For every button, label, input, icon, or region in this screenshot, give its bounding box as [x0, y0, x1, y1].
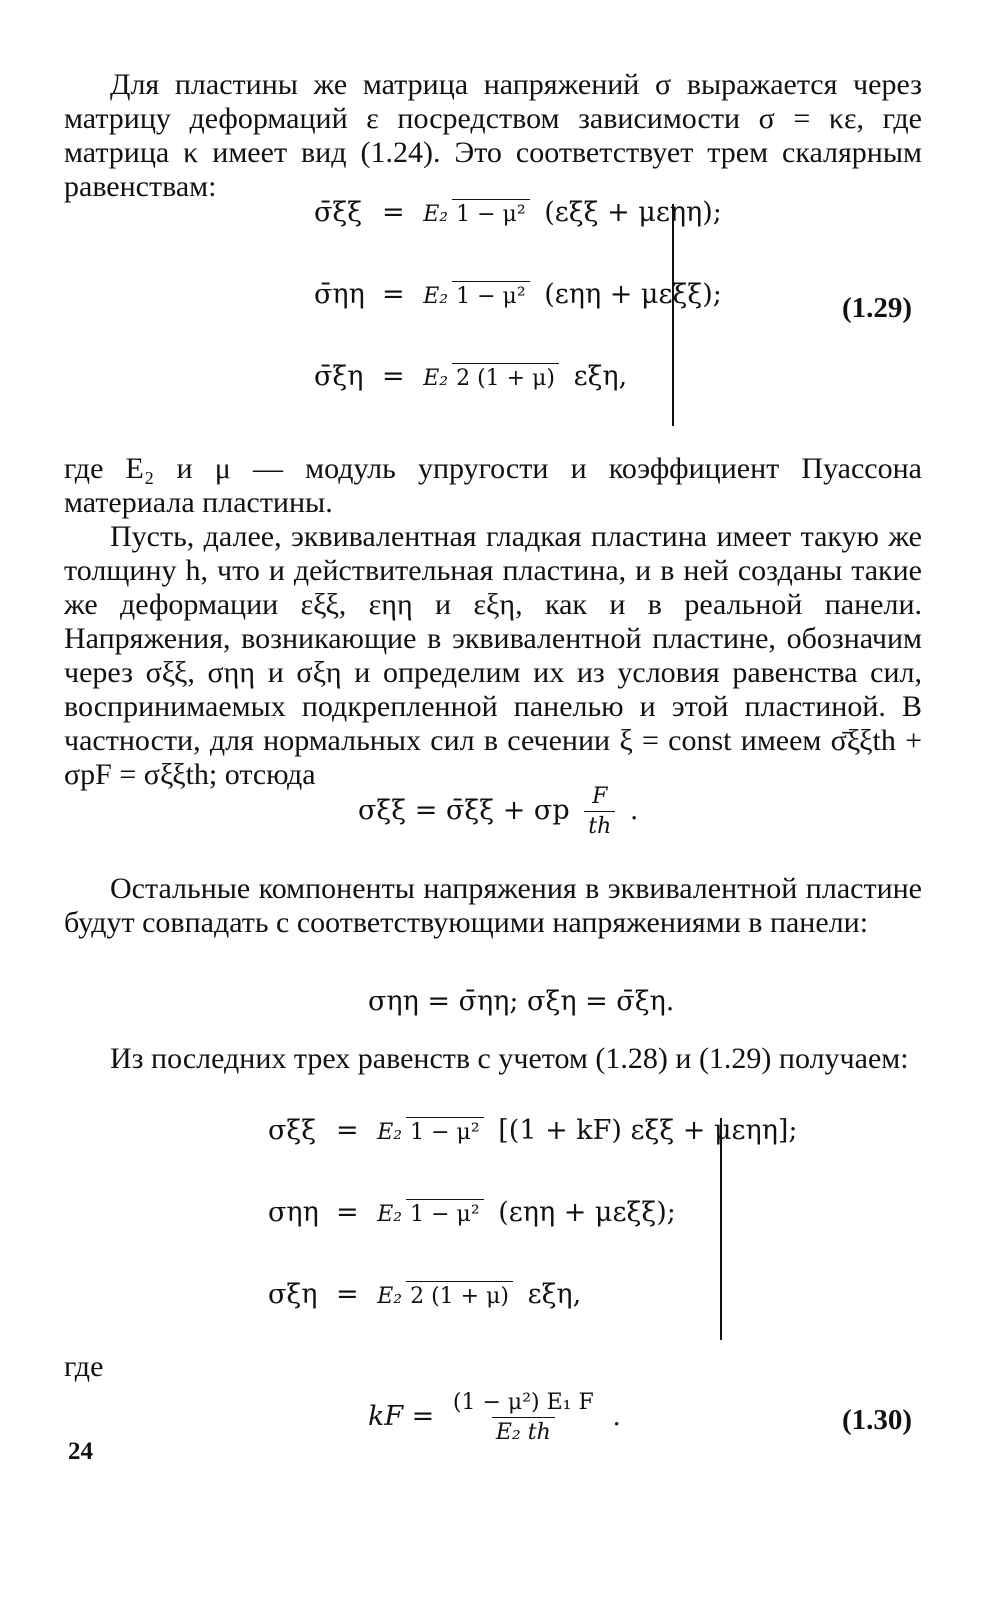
equation-sigma-xixi: σξξ = σ̄ξξ + σp $\frac{F}{th}$ .	[358, 784, 639, 839]
equation-number: (1.29)	[842, 292, 913, 324]
equation-rhs: εξη,	[527, 1279, 582, 1310]
fraction: $\frac{F}{th}$	[584, 784, 615, 839]
equation-line: σξη = E₂ 2 (1 + μ) εξη,	[268, 1279, 582, 1310]
paragraph-other-components: Остальные компоненты напряжения в эквивалентной пластине будут совпадать с соответствующими напряжениями в панели:	[64, 872, 922, 939]
equation-line: σ̄ηη = E₂ 1 − μ² (εηη + μεξξ);	[314, 279, 722, 310]
fraction: E₂ 1 − μ²	[373, 1197, 483, 1228]
equation-system-final	[268, 1114, 798, 1346]
equation-number: (1.30)	[842, 1404, 913, 1436]
equation-lhs: σ̄ηη	[314, 279, 365, 310]
paragraph-equivalent-plate: Пусть, далее, эквивалентная гладкая пластина имеет такую же толщину h, что и действительная пластина, и в ней созданы такие же деформации εξξ, εηη и εξη, как и в реальной панели. Напряжения, возникающие в эквивалентной пластине, обозначим через σξξ, σηη и σξη и определим их из условия равенства сил, воспринимаемых подкрепленной панелью и этой пластиной. В частности, для нормальных сил в сечении ξ = const имеем σ̄ξξth + σpF = σξξth; отсюда	[64, 520, 922, 791]
equation-line: σξξ = E₂ 1 − μ² [(1 + kF) εξξ + μεηη];	[268, 1115, 798, 1146]
equation-lhs: σ̄ξξ	[314, 197, 363, 228]
paragraph-definition: где E₂ и μ — модуль упругости и коэффициент Пуассона материала пластины.	[64, 452, 922, 519]
equation-system-1-29	[314, 196, 722, 428]
equation-line: σ̄ξη = E₂ 2 (1 + μ) εξη,	[314, 361, 628, 392]
fraction: E₂ 2 (1 + μ)	[373, 1279, 513, 1310]
equation-lhs: σ̄ξη	[314, 361, 364, 392]
paragraph-where: где	[64, 1350, 104, 1383]
right-brace	[708, 1118, 722, 1340]
equation-lhs: σξη	[268, 1279, 318, 1310]
page-number: 24	[68, 1438, 93, 1465]
fraction: E₂ 1 − μ²	[373, 1115, 483, 1146]
equation-rhs: (εηη + μεξξ);	[544, 279, 722, 310]
equation-rhs: [(1 + kF) εξξ + μεηη];	[498, 1115, 798, 1146]
equation-line: σηη = E₂ 1 − μ² (εηη + μεξξ);	[268, 1197, 676, 1228]
fraction: $\frac{\text{(1 − μ²) E₁ F}}{\text{E₂ th}}$	[452, 1390, 594, 1445]
equation-rhs: (εηη + μεξξ);	[498, 1197, 676, 1228]
equation-kf: kF = $\frac{\text{(1 − μ²) E₁ F}}{\text{E₂ th}}$ .	[368, 1390, 621, 1445]
equation-rhs: εξη,	[573, 361, 628, 392]
fraction: E₂ 2 (1 + μ)	[419, 361, 559, 392]
fraction: E₂ 1 − μ²	[419, 279, 529, 310]
right-brace	[660, 204, 674, 426]
equation-lhs: σξξ	[268, 1115, 317, 1146]
fraction: E₂ 1 − μ²	[419, 197, 529, 228]
equation-rest: σηη = σ̄ηη; σξη = σ̄ξη.	[368, 986, 675, 1017]
paragraph-from-last: Из последних трех равенств с учетом (1.28) и (1.29) получаем:	[110, 1042, 909, 1075]
equation-rhs: (εξξ + μεηη);	[544, 197, 722, 228]
equation-line: σ̄ξξ = E₂ 1 − μ² (εξξ + μεηη);	[314, 197, 722, 228]
paragraph-intro: Для пластины же матрица напряжений σ выражается через матрицу деформаций ε посредством зависимости σ = κε, где матрица κ имеет вид (1.24). Это соответствует трем скалярным равенствам:	[64, 68, 922, 203]
equation-lhs: σηη	[268, 1197, 319, 1228]
